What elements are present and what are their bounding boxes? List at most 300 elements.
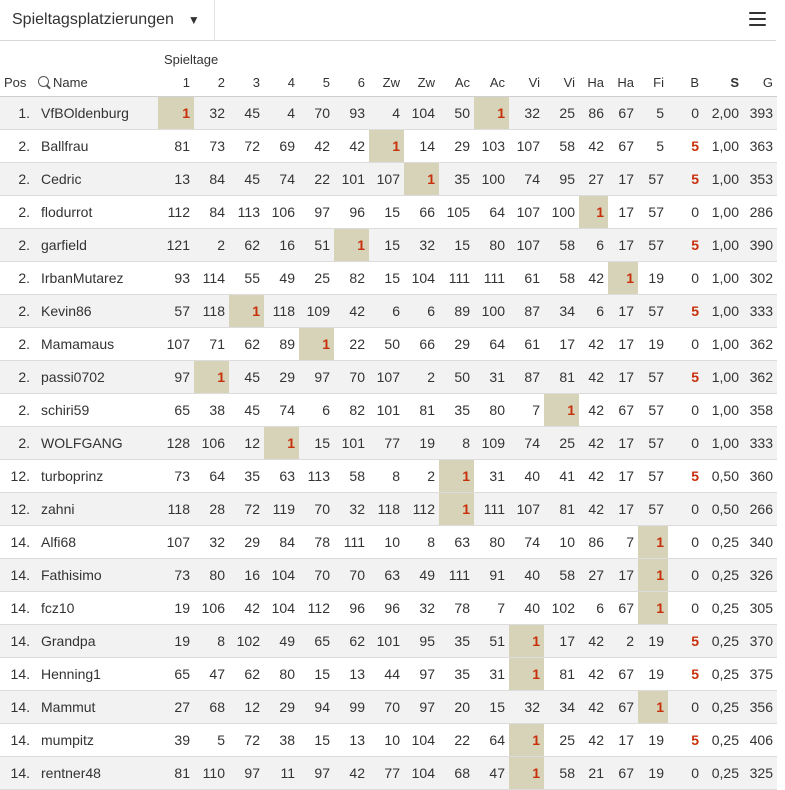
matchday-rank-cell: 82 <box>334 394 369 427</box>
position-cell: 14. <box>0 592 34 625</box>
column-header-label: 1 <box>182 74 190 90</box>
matchday-rank-cell: 31 <box>474 460 509 493</box>
position-cell: 2. <box>0 394 34 427</box>
view-dropdown[interactable] <box>0 0 215 40</box>
matchday-rank-cell: 25 <box>544 427 579 460</box>
matchday-rank-cell: 97 <box>229 757 264 790</box>
matchday-rank-cell: 5 <box>638 130 668 163</box>
score-cell: 0,25 <box>703 559 743 592</box>
player-name-cell: zahni <box>34 493 158 526</box>
matchday-rank-cell: 63 <box>439 526 474 559</box>
table-row[interactable] <box>0 427 777 460</box>
column-header[interactable] <box>439 68 474 97</box>
matchday-rank-cell: 42 <box>579 328 608 361</box>
table-row[interactable] <box>0 460 777 493</box>
matchday-rank-cell: 87 <box>509 295 544 328</box>
table-header-row <box>0 68 777 97</box>
matchday-rank-cell: 93 <box>158 262 194 295</box>
player-name-cell: Cedric <box>34 163 158 196</box>
position-cell: 14. <box>0 526 34 559</box>
matchday-rank-cell: 111 <box>439 559 474 592</box>
matchday-rank-cell: 81 <box>404 394 439 427</box>
matchday-rank-cell: 107 <box>369 361 404 394</box>
matchday-rank-cell: 17 <box>608 427 638 460</box>
column-header-label: Fi <box>653 74 664 90</box>
matchday-rank-cell: 102 <box>544 592 579 625</box>
matchday-rank-cell: 19 <box>638 262 668 295</box>
player-name-cell: mumpitz <box>34 724 158 757</box>
matchday-rank-cell: 74 <box>264 163 299 196</box>
bonus-cell: 5 <box>668 295 703 328</box>
matchday-rank-cell: 6 <box>579 229 608 262</box>
matchday-rank-cell: 32 <box>509 691 544 724</box>
total-cell: 340 <box>743 526 777 559</box>
matchday-rank-cell: 64 <box>194 460 229 493</box>
matchday-rank-cell: 96 <box>334 196 369 229</box>
column-header[interactable] <box>194 68 229 97</box>
score-cell: 1,00 <box>703 295 743 328</box>
matchday-rank-cell: 66 <box>404 328 439 361</box>
matchday-rank-cell: 42 <box>579 691 608 724</box>
table-row[interactable] <box>0 592 777 625</box>
column-header-label: Vi <box>528 74 540 90</box>
matchday-rank-cell: 67 <box>608 394 638 427</box>
matchday-rank-cell: 19 <box>638 658 668 691</box>
matchday-rank-cell: 71 <box>194 328 229 361</box>
matchday-rank-cell: 42 <box>579 658 608 691</box>
matchday-rank-cell: 107 <box>509 493 544 526</box>
matchday-rank-cell: 57 <box>638 163 668 196</box>
matchday-rank-cell: 32 <box>404 592 439 625</box>
player-name-cell: Fathisimo <box>34 559 158 592</box>
matchday-rank-cell: 67 <box>608 691 638 724</box>
table-row[interactable] <box>0 526 777 559</box>
matchday-rank-cell: 17 <box>608 361 638 394</box>
matchday-rank-cell: 67 <box>608 130 638 163</box>
matchday-rank-cell: 12 <box>229 691 264 724</box>
matchday-rank-cell: 34 <box>544 691 579 724</box>
matchday-rank-cell: 12 <box>229 427 264 460</box>
matchday-rank-cell: 73 <box>194 130 229 163</box>
position-cell: 12. <box>0 493 34 526</box>
matchday-rank-cell: 1 <box>638 691 668 724</box>
matchday-rank-cell: 114 <box>194 262 229 295</box>
matchday-rank-cell: 96 <box>334 592 369 625</box>
player-name-cell: Alfi68 <box>34 526 158 559</box>
matchday-rank-cell: 101 <box>334 163 369 196</box>
matchday-rank-cell: 5 <box>638 97 668 130</box>
total-cell: 325 <box>743 757 777 790</box>
matchday-rank-cell: 63 <box>264 460 299 493</box>
bonus-cell: 0 <box>668 328 703 361</box>
score-cell: 1,00 <box>703 229 743 262</box>
matchday-rank-cell: 100 <box>474 295 509 328</box>
matchday-rank-cell: 51 <box>474 625 509 658</box>
bonus-cell: 5 <box>668 460 703 493</box>
matchday-rank-cell: 13 <box>334 724 369 757</box>
score-cell: 1,00 <box>703 262 743 295</box>
search-icon[interactable] <box>38 76 49 87</box>
player-name-cell: rentner48 <box>34 757 158 790</box>
matchday-rank-cell: 29 <box>264 691 299 724</box>
column-header-label: 4 <box>287 74 295 90</box>
matchday-rank-cell: 62 <box>229 658 264 691</box>
matchday-rank-cell: 66 <box>404 196 439 229</box>
hamburger-menu-icon[interactable] <box>749 12 766 26</box>
player-name-cell: Henning1 <box>34 658 158 691</box>
matchday-rank-cell: 5 <box>194 724 229 757</box>
matchday-rank-cell: 58 <box>334 460 369 493</box>
matchday-rank-cell: 17 <box>608 295 638 328</box>
column-header[interactable] <box>299 68 334 97</box>
column-header[interactable] <box>638 68 668 97</box>
total-cell: 390 <box>743 229 777 262</box>
matchday-rank-cell: 70 <box>299 493 334 526</box>
matchday-rank-cell: 118 <box>264 295 299 328</box>
score-cell: 0,25 <box>703 526 743 559</box>
matchday-rank-cell: 1 <box>158 97 194 130</box>
column-header-label: Vi <box>563 74 575 90</box>
matchday-rank-cell: 1 <box>439 460 474 493</box>
matchday-rank-cell: 35 <box>229 460 264 493</box>
column-header-label: Pos <box>4 74 27 90</box>
total-cell: 356 <box>743 691 777 724</box>
matchday-rank-cell: 1 <box>369 130 404 163</box>
score-cell: 0,50 <box>703 493 743 526</box>
column-header[interactable] <box>158 68 194 97</box>
matchday-rank-cell: 45 <box>229 394 264 427</box>
matchday-rank-cell: 27 <box>579 163 608 196</box>
matchday-rank-cell: 4 <box>264 97 299 130</box>
matchday-rank-cell: 93 <box>334 97 369 130</box>
matchday-rank-cell: 61 <box>509 328 544 361</box>
matchday-rank-cell: 118 <box>194 295 229 328</box>
player-name-cell: IrbanMutarez <box>34 262 158 295</box>
table-row[interactable] <box>0 328 777 361</box>
column-header-label: Ac <box>454 74 470 90</box>
matchday-rank-cell: 15 <box>369 196 404 229</box>
column-header[interactable] <box>703 68 743 97</box>
score-cell: 2,00 <box>703 97 743 130</box>
matchday-rank-cell: 1 <box>638 559 668 592</box>
matchday-rank-cell: 1 <box>638 526 668 559</box>
matchday-rank-cell: 82 <box>334 262 369 295</box>
matchday-rank-cell: 70 <box>334 361 369 394</box>
matchday-rank-cell: 58 <box>544 559 579 592</box>
player-name-cell: passi0702 <box>34 361 158 394</box>
matchday-rank-cell: 42 <box>579 493 608 526</box>
matchday-rank-cell: 17 <box>608 559 638 592</box>
matchday-rank-cell: 86 <box>579 526 608 559</box>
spieltage-group-label: Spieltage <box>164 52 219 67</box>
total-cell: 266 <box>743 493 777 526</box>
matchday-rank-cell: 16 <box>264 229 299 262</box>
total-cell: 333 <box>743 427 777 460</box>
matchday-rank-cell: 32 <box>334 493 369 526</box>
matchday-rank-cell: 1 <box>439 493 474 526</box>
matchday-rank-cell: 45 <box>229 97 264 130</box>
matchday-rank-cell: 65 <box>299 625 334 658</box>
matchday-rank-cell: 57 <box>638 394 668 427</box>
matchday-rank-cell: 42 <box>579 427 608 460</box>
matchday-rank-cell: 14 <box>404 130 439 163</box>
matchday-rank-cell: 42 <box>299 130 334 163</box>
matchday-rank-cell: 17 <box>608 460 638 493</box>
table-row[interactable] <box>0 394 777 427</box>
matchday-rank-cell: 58 <box>544 262 579 295</box>
table-row[interactable] <box>0 493 777 526</box>
score-cell: 1,00 <box>703 361 743 394</box>
matchday-rank-cell: 70 <box>299 559 334 592</box>
matchday-rank-cell: 97 <box>404 658 439 691</box>
matchday-rank-cell: 64 <box>474 196 509 229</box>
matchday-rank-cell: 128 <box>158 427 194 460</box>
table-row[interactable] <box>0 229 777 262</box>
table-row[interactable] <box>0 658 777 691</box>
matchday-rank-cell: 86 <box>579 97 608 130</box>
matchday-rank-cell: 97 <box>158 361 194 394</box>
matchday-rank-cell: 70 <box>369 691 404 724</box>
matchday-rank-cell: 42 <box>579 361 608 394</box>
matchday-rank-cell: 95 <box>544 163 579 196</box>
matchday-rank-cell: 40 <box>509 559 544 592</box>
matchday-rank-cell: 1 <box>299 328 334 361</box>
column-header[interactable] <box>334 68 369 97</box>
bonus-cell: 0 <box>668 526 703 559</box>
matchday-rank-cell: 19 <box>638 625 668 658</box>
matchday-rank-cell: 17 <box>544 328 579 361</box>
column-header[interactable] <box>369 68 404 97</box>
matchday-rank-cell: 29 <box>264 361 299 394</box>
matchday-rank-cell: 25 <box>544 97 579 130</box>
position-cell: 2. <box>0 196 34 229</box>
matchday-rank-cell: 112 <box>299 592 334 625</box>
table-row[interactable] <box>0 97 777 130</box>
matchday-rank-cell: 65 <box>158 658 194 691</box>
matchday-rank-cell: 121 <box>158 229 194 262</box>
matchday-rank-cell: 95 <box>404 625 439 658</box>
score-cell: 1,00 <box>703 196 743 229</box>
position-cell: 2. <box>0 163 34 196</box>
bonus-cell: 0 <box>668 757 703 790</box>
matchday-rank-cell: 7 <box>474 592 509 625</box>
position-cell: 14. <box>0 625 34 658</box>
matchday-rank-cell: 31 <box>474 361 509 394</box>
matchday-rank-cell: 20 <box>439 691 474 724</box>
position-cell: 2. <box>0 130 34 163</box>
column-header[interactable] <box>229 68 264 97</box>
column-header-label: Ha <box>587 74 604 90</box>
matchday-rank-cell: 1 <box>509 757 544 790</box>
column-header[interactable] <box>743 68 777 97</box>
matchday-rank-cell: 6 <box>579 592 608 625</box>
matchday-rank-cell: 70 <box>299 97 334 130</box>
matchday-rank-cell: 49 <box>264 625 299 658</box>
table-row[interactable] <box>0 361 777 394</box>
matchday-rank-cell: 62 <box>229 328 264 361</box>
matchday-rank-cell: 106 <box>194 427 229 460</box>
matchday-rank-cell: 100 <box>544 196 579 229</box>
matchday-rank-cell: 42 <box>579 262 608 295</box>
column-header[interactable] <box>264 68 299 97</box>
matchday-rank-cell: 17 <box>608 229 638 262</box>
matchday-rank-cell: 111 <box>334 526 369 559</box>
table-row[interactable] <box>0 559 777 592</box>
total-cell: 375 <box>743 658 777 691</box>
matchday-rank-cell: 10 <box>544 526 579 559</box>
table-row[interactable] <box>0 625 777 658</box>
matchday-rank-cell: 81 <box>544 658 579 691</box>
top-bar <box>0 0 776 41</box>
matchday-rank-cell: 72 <box>229 130 264 163</box>
bonus-cell: 0 <box>668 427 703 460</box>
matchday-rank-cell: 61 <box>509 262 544 295</box>
matchday-rank-cell: 104 <box>264 592 299 625</box>
matchday-rank-cell: 29 <box>439 328 474 361</box>
column-header[interactable] <box>608 68 638 97</box>
score-cell: 1,00 <box>703 163 743 196</box>
matchday-rank-cell: 51 <box>299 229 334 262</box>
column-header[interactable] <box>509 68 544 97</box>
matchday-rank-cell: 70 <box>334 559 369 592</box>
column-header[interactable] <box>474 68 509 97</box>
caret-down-icon: ▼ <box>187 13 200 27</box>
column-header[interactable] <box>579 68 608 97</box>
position-cell: 2. <box>0 229 34 262</box>
matchday-rank-cell: 109 <box>474 427 509 460</box>
bonus-cell: 5 <box>668 724 703 757</box>
matchday-rank-cell: 45 <box>229 361 264 394</box>
matchday-rank-cell: 17 <box>544 625 579 658</box>
table-row[interactable] <box>0 196 777 229</box>
total-cell: 302 <box>743 262 777 295</box>
matchday-rank-cell: 42 <box>229 592 264 625</box>
matchday-rank-cell: 1 <box>544 394 579 427</box>
matchday-rank-cell: 84 <box>194 163 229 196</box>
total-cell: 362 <box>743 328 777 361</box>
position-cell: 14. <box>0 658 34 691</box>
total-cell: 370 <box>743 625 777 658</box>
matchday-rank-cell: 19 <box>638 757 668 790</box>
player-name-cell: schiri59 <box>34 394 158 427</box>
matchday-rank-cell: 38 <box>194 394 229 427</box>
matchday-rank-cell: 29 <box>229 526 264 559</box>
matchday-rank-cell: 17 <box>608 196 638 229</box>
matchday-rank-cell: 78 <box>299 526 334 559</box>
matchday-rank-cell: 6 <box>369 295 404 328</box>
matchday-rank-cell: 113 <box>299 460 334 493</box>
matchday-rank-cell: 57 <box>638 361 668 394</box>
bonus-cell: 5 <box>668 163 703 196</box>
total-cell: 286 <box>743 196 777 229</box>
matchday-rank-cell: 2 <box>608 625 638 658</box>
matchday-rank-cell: 74 <box>264 394 299 427</box>
matchday-rank-cell: 107 <box>369 163 404 196</box>
table-row[interactable] <box>0 130 777 163</box>
matchday-rank-cell: 80 <box>474 394 509 427</box>
view-dropdown-label: Spieltagsplatzierungen <box>12 11 174 28</box>
table-row[interactable] <box>0 262 777 295</box>
player-name-cell: Grandpa <box>34 625 158 658</box>
matchday-rank-cell: 57 <box>638 295 668 328</box>
column-header[interactable] <box>404 68 439 97</box>
matchday-rank-cell: 29 <box>439 130 474 163</box>
matchday-rank-cell: 35 <box>439 658 474 691</box>
bonus-cell: 5 <box>668 625 703 658</box>
matchday-rank-cell: 89 <box>439 295 474 328</box>
position-cell: 2. <box>0 262 34 295</box>
column-header[interactable] <box>668 68 703 97</box>
matchday-rank-cell: 8 <box>369 460 404 493</box>
matchday-rank-cell: 17 <box>608 724 638 757</box>
matchday-rank-cell: 106 <box>194 592 229 625</box>
matchday-rank-cell: 42 <box>579 130 608 163</box>
column-header[interactable] <box>544 68 579 97</box>
matchday-rank-cell: 74 <box>509 163 544 196</box>
player-name-cell: Kevin86 <box>34 295 158 328</box>
matchday-rank-cell: 62 <box>229 229 264 262</box>
matchday-rank-cell: 42 <box>579 460 608 493</box>
matchday-rank-cell: 106 <box>264 196 299 229</box>
table-row[interactable] <box>0 691 777 724</box>
matchday-rank-cell: 7 <box>509 394 544 427</box>
matchday-rank-cell: 94 <box>299 691 334 724</box>
column-header-label: Name <box>53 74 88 90</box>
matchday-rank-cell: 1 <box>509 658 544 691</box>
table-row[interactable] <box>0 163 777 196</box>
matchday-rank-cell: 58 <box>544 757 579 790</box>
matchday-rank-cell: 50 <box>439 361 474 394</box>
matchday-rank-cell: 32 <box>509 97 544 130</box>
matchday-rank-cell: 27 <box>158 691 194 724</box>
matchday-rank-cell: 101 <box>334 427 369 460</box>
matchday-rank-cell: 38 <box>264 724 299 757</box>
table-row[interactable] <box>0 724 777 757</box>
matchday-rank-cell: 25 <box>544 724 579 757</box>
column-header-label: Zw <box>382 74 400 90</box>
total-cell: 362 <box>743 361 777 394</box>
total-cell: 305 <box>743 592 777 625</box>
matchday-rank-cell: 113 <box>229 196 264 229</box>
matchday-rank-cell: 27 <box>579 559 608 592</box>
matchday-rank-cell: 62 <box>334 625 369 658</box>
matchday-rank-cell: 19 <box>404 427 439 460</box>
column-header-pos[interactable] <box>0 68 34 97</box>
column-header-name[interactable] <box>34 68 158 97</box>
table-row[interactable] <box>0 295 777 328</box>
matchday-rank-cell: 15 <box>439 229 474 262</box>
column-header-label: Ha <box>617 74 634 90</box>
matchday-rank-cell: 100 <box>474 163 509 196</box>
position-cell: 14. <box>0 559 34 592</box>
matchday-rank-cell: 7 <box>608 526 638 559</box>
matchday-rank-cell: 1 <box>509 724 544 757</box>
matchday-rank-cell: 74 <box>509 526 544 559</box>
player-name-cell: fcz10 <box>34 592 158 625</box>
player-name-cell: turboprinz <box>34 460 158 493</box>
bonus-cell: 0 <box>668 559 703 592</box>
matchday-rank-cell: 65 <box>158 394 194 427</box>
matchday-rank-cell: 111 <box>439 262 474 295</box>
bonus-cell: 0 <box>668 262 703 295</box>
matchday-rank-cell: 67 <box>608 592 638 625</box>
matchday-rank-cell: 81 <box>158 757 194 790</box>
matchday-rank-cell: 49 <box>264 262 299 295</box>
table-row[interactable] <box>0 757 777 790</box>
column-header-label: Zw <box>417 74 435 90</box>
matchday-rank-cell: 97 <box>299 757 334 790</box>
matchday-rank-cell: 35 <box>439 163 474 196</box>
